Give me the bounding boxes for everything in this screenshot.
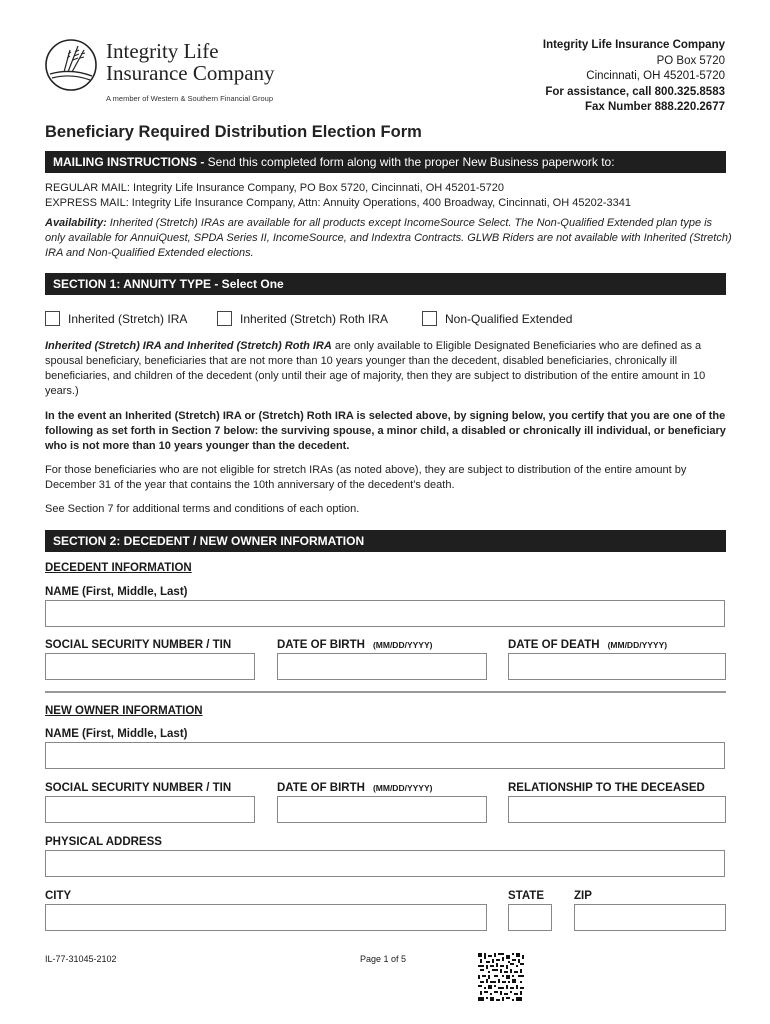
new-owner-dob-field[interactable] [277,796,487,823]
zip-label: ZIP [574,890,592,902]
state-field[interactable] [508,904,552,931]
form-code: IL-77-31045-2102 [45,954,117,964]
decedent-dob-hint: (MM/DD/YYYY) [372,640,433,650]
decedent-ssn-field[interactable] [45,653,255,680]
decedent-dob-label [277,639,432,651]
checkbox-inherited-roth-ira[interactable] [217,311,232,326]
express-mail-address: EXPRESS MAIL: Integrity Life Insurance Company, Attn: Annuity Operations, 400 Broadway, Cincinnati, OH 45202-3341 [45,197,631,209]
fax-number: Fax Number 888.220.2677 [584,101,725,113]
eligibility-text: are only available to Eligible Designated Beneficiaries who are defined as a spousal beneficiary, beneficiaries that are not more than 10 years younger than the decedent, disabled beneficiaries, chronically ill beneficiaries, and children of the decedent (only until their age of majority, then they are subject to distribution of the entire amount in 10 years.) [45,340,706,397]
option-non-qualified-extended[interactable] [422,311,572,326]
new-owner-dob-text: DATE OF BIRTH [277,782,365,794]
checkbox-non-qualified-extended[interactable] [422,311,437,326]
mailing-bar-title: MAILING INSTRUCTIONS - [53,155,205,169]
decedent-dob-text: DATE OF BIRTH [277,639,365,651]
physical-address-field[interactable] [45,850,725,877]
barcode-icon [478,953,524,1001]
checkbox-inherited-ira[interactable] [45,311,60,326]
decedent-ssn-label: SOCIAL SECURITY NUMBER / TIN [45,639,232,651]
section2-bar: SECTION 2: DECEDENT / NEW OWNER INFORMATION [45,530,726,552]
decedent-name-field[interactable] [45,600,725,627]
distribution-paragraph: For those beneficiaries who are not eligible for stretch IRAs (as noted above), they are subject to distribution of the entire amount by December 31 of the year that contains the 10th anniversary of the decedent’s death. [45,464,687,491]
company-logo [44,36,304,106]
logo-wordmark [106,40,275,84]
section1-bar: SECTION 1: ANNUITY TYPE - Select One [45,273,726,295]
option-inherited-roth-ira[interactable] [217,311,388,326]
wheat-logo-icon [44,38,98,92]
relationship-field[interactable] [508,796,726,823]
decedent-name-label: NAME (First, Middle, Last) [45,586,188,598]
company-address-block [543,38,725,116]
city-field[interactable] [45,904,487,931]
availability-label: Availability: [45,217,107,229]
decedent-dod-hint: (MM/DD/YYYY) [607,640,668,650]
company-name: Integrity Life Insurance Company [542,39,725,51]
state-label: STATE [508,890,544,902]
new-owner-name-field[interactable] [45,742,725,769]
section7-reference: See Section 7 for additional terms and conditions of each option. [45,503,360,515]
new-owner-info-heading: NEW OWNER INFORMATION [45,705,203,717]
mailing-bar-text: Send this completed form along with the proper New Business paperwork to: [204,155,615,169]
option-non-qualified-extended-label: Non-Qualified Extended [445,311,573,326]
zip-field[interactable] [574,904,726,931]
availability-text: Inherited (Stretch) IRAs are available for all products except IncomeSource Select. The Non-Qualified Extended plan type is only available for AnnuiQuest, SPDA Series II, IncomeSource, and Indextra Contracts. GLWB Riders are not available with Inherited (Stretch) IRA and Non-Qualified Extended elections. [45,217,732,259]
section-divider [45,691,726,693]
eligibility-lead: Inherited (Stretch) IRA and Inherited (Stretch) Roth IRA [45,340,332,352]
new-owner-name-label: NAME (First, Middle, Last) [45,728,188,740]
mailing-instructions-bar [45,151,726,173]
assistance-phone: For assistance, call 800.325.8583 [545,85,725,98]
decedent-dob-field[interactable] [277,653,487,680]
relationship-label: RELATIONSHIP TO THE DECEASED [508,782,705,794]
new-owner-ssn-field[interactable] [45,796,255,823]
option-inherited-ira-label: Inherited (Stretch) IRA [68,311,188,326]
option-inherited-roth-ira-label: Inherited (Stretch) Roth IRA [240,311,389,326]
city-label: CITY [45,890,72,902]
page-number: Page 1 of 5 [360,954,407,964]
new-owner-dob-hint: (MM/DD/YYYY) [372,783,433,793]
company-po-box: PO Box 5720 [656,54,725,67]
decedent-dod-label [508,639,667,651]
form-title: Beneficiary Required Distribution Election Form [45,123,422,141]
company-city-line: Cincinnati, OH 45201-5720 [586,70,725,82]
logo-tagline: A member of Western & Southern Financial Group [106,94,274,103]
physical-address-label: PHYSICAL ADDRESS [45,836,162,848]
availability-note [45,216,735,261]
eligibility-paragraph [45,339,726,399]
logo-name-line2: Insurance Company [106,61,275,85]
decedent-dod-field[interactable] [508,653,726,680]
decedent-dod-text: DATE OF DEATH [508,639,600,651]
regular-mail-address: REGULAR MAIL: Integrity Life Insurance Company, PO Box 5720, Cincinnati, OH 45201-5720 [45,182,504,194]
option-inherited-ira[interactable] [45,311,187,326]
decedent-info-heading: DECEDENT INFORMATION [45,562,192,574]
new-owner-dob-label [277,782,432,794]
certification-paragraph: In the event an Inherited (Stretch) IRA or (Stretch) Roth IRA is selected above, by signing below, you certify that you are one of the following as set forth in Section 7 below: the surviving spouse, a minor child, a disabled or chronically ill individual, or beneficiary who is not more than 10 years younger than the decedent. [45,410,726,452]
logo-name-line1: Integrity Life [106,39,219,63]
new-owner-ssn-label: SOCIAL SECURITY NUMBER / TIN [45,782,232,794]
